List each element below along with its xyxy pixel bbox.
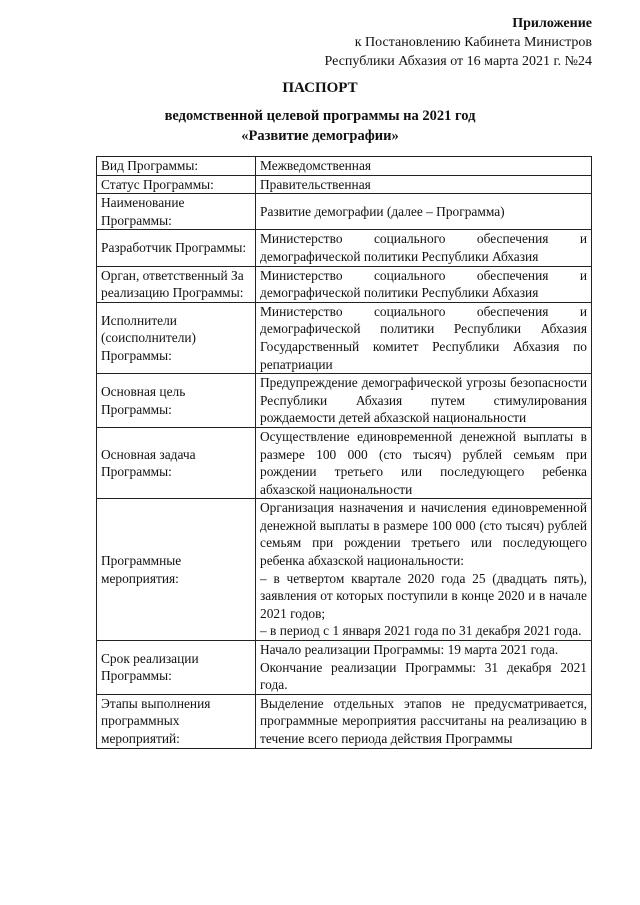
row-value xyxy=(256,230,592,266)
row-value xyxy=(256,266,592,302)
appendix-header xyxy=(325,14,592,71)
row-value xyxy=(256,694,592,748)
subtitle-line-1: ведомственной целевой программы на 2021 год xyxy=(164,108,476,124)
value-paragraph: Развитие демографии (далее – Программа) xyxy=(260,203,505,219)
value-paragraph: Министерство социального обеспечения и демографической политики Республики Абхазия Государственный комитет Республики Абхазия по репатриации xyxy=(260,303,587,372)
row-value xyxy=(256,499,592,641)
row-label: Основная цель Программы: xyxy=(97,374,256,428)
row-label: Наименование Программы: xyxy=(97,194,256,230)
value-paragraph: – в период с 1 января 2021 года по 31 декабря 2021 года. xyxy=(260,623,582,639)
value-paragraph: Министерство социального обеспечения и демографической политики Республики Абхазия xyxy=(260,267,587,301)
table-row xyxy=(97,194,592,230)
value-paragraph: Выделение отдельных этапов не предусматривается, программные мероприятия рассчитаны на реализацию в течение всего периода действия Программы xyxy=(260,695,587,746)
table-row xyxy=(97,230,592,266)
row-label: Основная задача Программы: xyxy=(97,427,256,498)
row-value xyxy=(256,641,592,695)
table-row xyxy=(97,266,592,302)
table-row xyxy=(97,499,592,641)
value-paragraph: Начало реализации Программы: 19 марта 2021 года. xyxy=(260,642,559,658)
table-row xyxy=(97,427,592,498)
row-label: Орган, ответственный За реализацию Программы: xyxy=(97,266,256,302)
row-label: Вид Программы: xyxy=(97,157,256,176)
value-paragraph: – в четвертом квартале 2020 года 25 (двадцать пять), заявления от которых поступили в конце 2020 и в начале 2021 годов; xyxy=(260,570,587,621)
row-label: Этапы выполнения программных мероприятий: xyxy=(97,694,256,748)
appendix-title: Приложение xyxy=(512,16,592,31)
document-title: ПАСПОРТ xyxy=(282,80,358,96)
value-paragraph: Организация назначения и начисления единовременной денежной выплаты в размере 100 000 (сто тысяч) рублей семьям при рождении третьего или последующего ребенка абхазской национальности: xyxy=(260,500,587,569)
value-paragraph: Осуществление единовременной денежной выплаты в размере 100 000 (сто тысяч) рублей семьям при рождении третьего или последующего ребенка абхазской национальности xyxy=(260,428,587,497)
appendix-line-2: Республики Абхазия от 16 марта 2021 г. №24 xyxy=(324,54,592,69)
subtitle-line-2: «Развитие демографии» xyxy=(241,128,399,144)
row-label: Срок реализации Программы: xyxy=(97,641,256,695)
row-value xyxy=(256,302,592,373)
value-paragraph: Предупреждение демографической угрозы безопасности Республики Абхазия путем стимулирования рождаемости детей абхазской национальности xyxy=(260,375,587,426)
row-label: Статус Программы: xyxy=(97,175,256,194)
appendix-line-1: к Постановлению Кабинета Министров xyxy=(354,35,592,50)
row-label: Программные мероприятия: xyxy=(97,499,256,641)
value-paragraph: Правительственная xyxy=(260,176,371,192)
row-value xyxy=(256,194,592,230)
table-row xyxy=(97,302,592,373)
value-paragraph: Министерство социального обеспечения и демографической политики Республики Абхазия xyxy=(260,231,587,264)
table-row xyxy=(97,157,592,176)
table-row xyxy=(97,175,592,194)
row-label: Исполнители (соисполнители) Программы: xyxy=(97,302,256,373)
table-row xyxy=(97,374,592,428)
value-paragraph: Окончание реализации Программы: 31 декабря 2021 года. xyxy=(260,659,587,693)
row-value xyxy=(256,374,592,428)
row-value xyxy=(256,427,592,498)
passport-table xyxy=(96,156,592,749)
row-value xyxy=(256,175,592,194)
table-row xyxy=(97,694,592,748)
row-value xyxy=(256,157,592,176)
value-paragraph: Межведомственная xyxy=(260,158,372,173)
table-row xyxy=(97,641,592,695)
row-label: Разработчик Программы: xyxy=(97,230,256,266)
document-subtitle xyxy=(0,106,640,146)
